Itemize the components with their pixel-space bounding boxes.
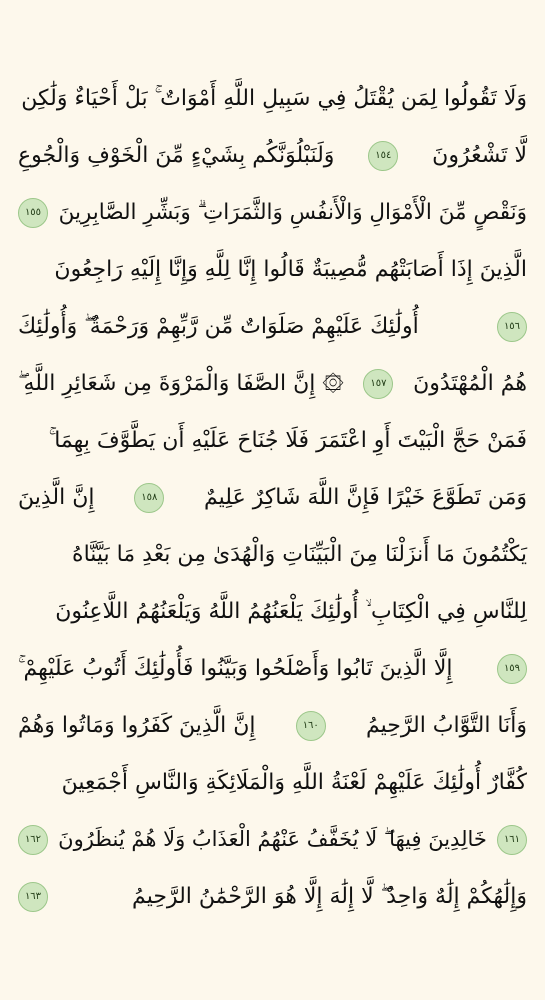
text-line-4 xyxy=(18,241,527,298)
text-line-14 xyxy=(18,811,527,868)
text-line-8 xyxy=(18,469,527,526)
verse-text: وَلَنَبْلُوَنَّكُم بِشَيْءٍ مِّنَ الْخَوْفِ وَالْجُوعِ xyxy=(18,143,335,168)
verse-number-marker: ١٦٢ xyxy=(18,825,48,855)
verse-text: هُمُ الْمُهْتَدُونَ xyxy=(413,371,527,396)
verse-number-marker: ١٥٥ xyxy=(18,198,48,228)
text-line-6 xyxy=(18,355,527,412)
verse-text: لِلنَّاسِ فِي الْكِتَابِ ۙ أُولَٰئِكَ يَلْعَنُهُمُ اللَّهُ وَيَلْعَنُهُمُ اللَّاعِنُونَ xyxy=(55,599,527,624)
verse-number-marker: ١٥٨ xyxy=(134,483,164,513)
text-line-15 xyxy=(18,868,527,925)
verse-text: الَّذِينَ إِذَا أَصَابَتْهُم مُّصِيبَةٌ قَالُوا إِنَّا لِلَّهِ وَإِنَّا إِلَيْهِ رَاجِعُونَ xyxy=(54,257,527,282)
verse-text: أُولَٰئِكَ عَلَيْهِمْ صَلَوَاتٌ مِّن رَّبِّهِمْ وَرَحْمَةٌ ۖ وَأُولَٰئِكَ xyxy=(18,314,419,339)
verse-number-marker: ١٥٩ xyxy=(497,654,527,684)
text-line-9 xyxy=(18,526,527,583)
verse-text: وَإِلَٰهُكُمْ إِلَٰهٌ وَاحِدٌ ۖ لَّا إِلَٰهَ إِلَّا هُوَ الرَّحْمَٰنُ الرَّحِيمُ xyxy=(132,884,527,909)
text-line-2 xyxy=(18,127,527,184)
verse-text: وَمَن تَطَوَّعَ خَيْرًا فَإِنَّ اللَّهَ شَاكِرٌ عَلِيمٌ xyxy=(204,485,527,510)
text-line-1 xyxy=(18,70,527,127)
text-line-10 xyxy=(18,583,527,640)
verse-text: وَنَقْصٍ مِّنَ الْأَمْوَالِ وَالْأَنفُسِ وَالثَّمَرَاتِ ۗ وَبَشِّرِ الصَّابِرِينَ xyxy=(58,200,527,225)
verse-text: خَالِدِينَ فِيهَا ۖ لَا يُخَفَّفُ عَنْهُمُ الْعَذَابُ وَلَا هُمْ يُنظَرُونَ xyxy=(58,827,487,851)
verse-number-marker: ١٦١ xyxy=(497,825,527,855)
verse-number-marker: ١٥٤ xyxy=(368,141,398,171)
verse-number-marker: ١٥٦ xyxy=(497,312,527,342)
text-line-5 xyxy=(18,298,527,355)
verse-text: وَلَا تَقُولُوا لِمَن يُقْتَلُ فِي سَبِيلِ اللَّهِ أَمْوَاتٌ ۚ بَلْ أَحْيَاءٌ وَلَٰكِن xyxy=(21,86,527,111)
verse-number-marker: ١٦٠ xyxy=(296,711,326,741)
verse-text: لَّا تَشْعُرُونَ xyxy=(432,143,527,168)
verse-text: يَكْتُمُونَ مَا أَنزَلْنَا مِنَ الْبَيِّنَاتِ وَالْهُدَىٰ مِن بَعْدِ مَا بَيَّنَّاهُ xyxy=(72,542,527,567)
text-line-3 xyxy=(18,184,527,241)
text-line-13 xyxy=(18,754,527,811)
text-line-7 xyxy=(18,412,527,469)
verse-text: فَمَنْ حَجَّ الْبَيْتَ أَوِ اعْتَمَرَ فَلَا جُنَاحَ عَلَيْهِ أَن يَطَّوَّفَ بِهِمَا ۚ xyxy=(48,428,527,453)
verse-text: كُفَّارٌ أُولَٰئِكَ عَلَيْهِمْ لَعْنَةُ اللَّهِ وَالْمَلَائِكَةِ وَالنَّاسِ أَجْمَعِينَ xyxy=(61,770,527,795)
verse-number-marker: ١٦٣ xyxy=(18,882,48,912)
verse-text: إِلَّا الَّذِينَ تَابُوا وَأَصْلَحُوا وَبَيَّنُوا فَأُولَٰئِكَ أَتُوبُ عَلَيْهِمْ ۚ xyxy=(18,656,453,681)
verse-text: ۞ إِنَّ الصَّفَا وَالْمَرْوَةَ مِن شَعَائِرِ اللَّهِ ۖ xyxy=(18,371,344,396)
verse-text: إِنَّ الَّذِينَ كَفَرُوا وَمَاتُوا وَهُمْ xyxy=(18,713,256,738)
text-line-12 xyxy=(18,697,527,754)
verse-text: إِنَّ الَّذِينَ xyxy=(18,485,95,510)
verse-text: وَأَنَا التَّوَّابُ الرَّحِيمُ xyxy=(365,713,527,738)
text-line-11 xyxy=(18,640,527,697)
verse-number-marker: ١٥٧ xyxy=(363,369,393,399)
